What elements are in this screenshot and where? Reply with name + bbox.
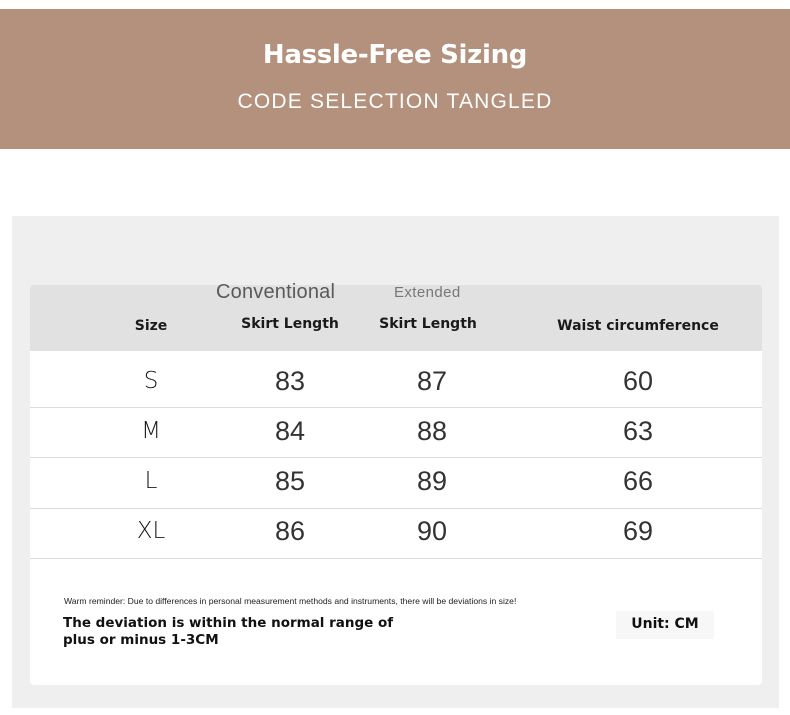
table-row <box>30 356 762 406</box>
extended-length-cell: 90 <box>416 516 448 546</box>
conventional-length-cell: 84 <box>274 416 306 446</box>
extended-length-cell: 89 <box>416 466 448 496</box>
top-strip <box>0 0 790 9</box>
table-row <box>30 406 762 456</box>
size-cell: L <box>144 468 158 494</box>
size-cell: S <box>143 368 159 394</box>
column-header-size: Size <box>134 318 168 334</box>
column-header-waist: Waist circumference <box>557 318 719 334</box>
table-row <box>30 506 762 556</box>
banner-subtitle: CODE SELECTION TANGLED <box>237 90 553 113</box>
column-header-conventional-length: Skirt Length <box>241 316 339 332</box>
extended-length-cell: 87 <box>416 366 448 396</box>
conventional-length-cell: 86 <box>274 516 306 546</box>
size-cell: XL <box>136 518 166 544</box>
group-label-conventional: Conventional <box>216 281 336 303</box>
column-header-extended-length: Skirt Length <box>379 316 477 332</box>
warm-reminder-note: Warm reminder: Due to differences in personal measurement methods and instruments, there will be deviations in size! <box>64 596 517 606</box>
unit-label: Unit: CM <box>631 616 699 632</box>
table-row <box>30 456 762 506</box>
banner-title: Hassle-Free Sizing <box>262 40 528 70</box>
conventional-length-cell: 85 <box>274 466 306 496</box>
title-banner <box>0 9 790 149</box>
extended-length-cell: 88 <box>416 416 448 446</box>
waist-cell: 66 <box>622 466 654 496</box>
conventional-length-cell: 83 <box>274 366 306 396</box>
waist-cell: 60 <box>622 366 654 396</box>
deviation-note: The deviation is within the normal range of plus or minus 1-3CM <box>63 615 394 648</box>
row-divider <box>30 558 762 559</box>
size-cell: M <box>141 418 161 444</box>
group-label-extended: Extended <box>394 284 461 301</box>
waist-cell: 63 <box>622 416 654 446</box>
waist-cell: 69 <box>622 516 654 546</box>
